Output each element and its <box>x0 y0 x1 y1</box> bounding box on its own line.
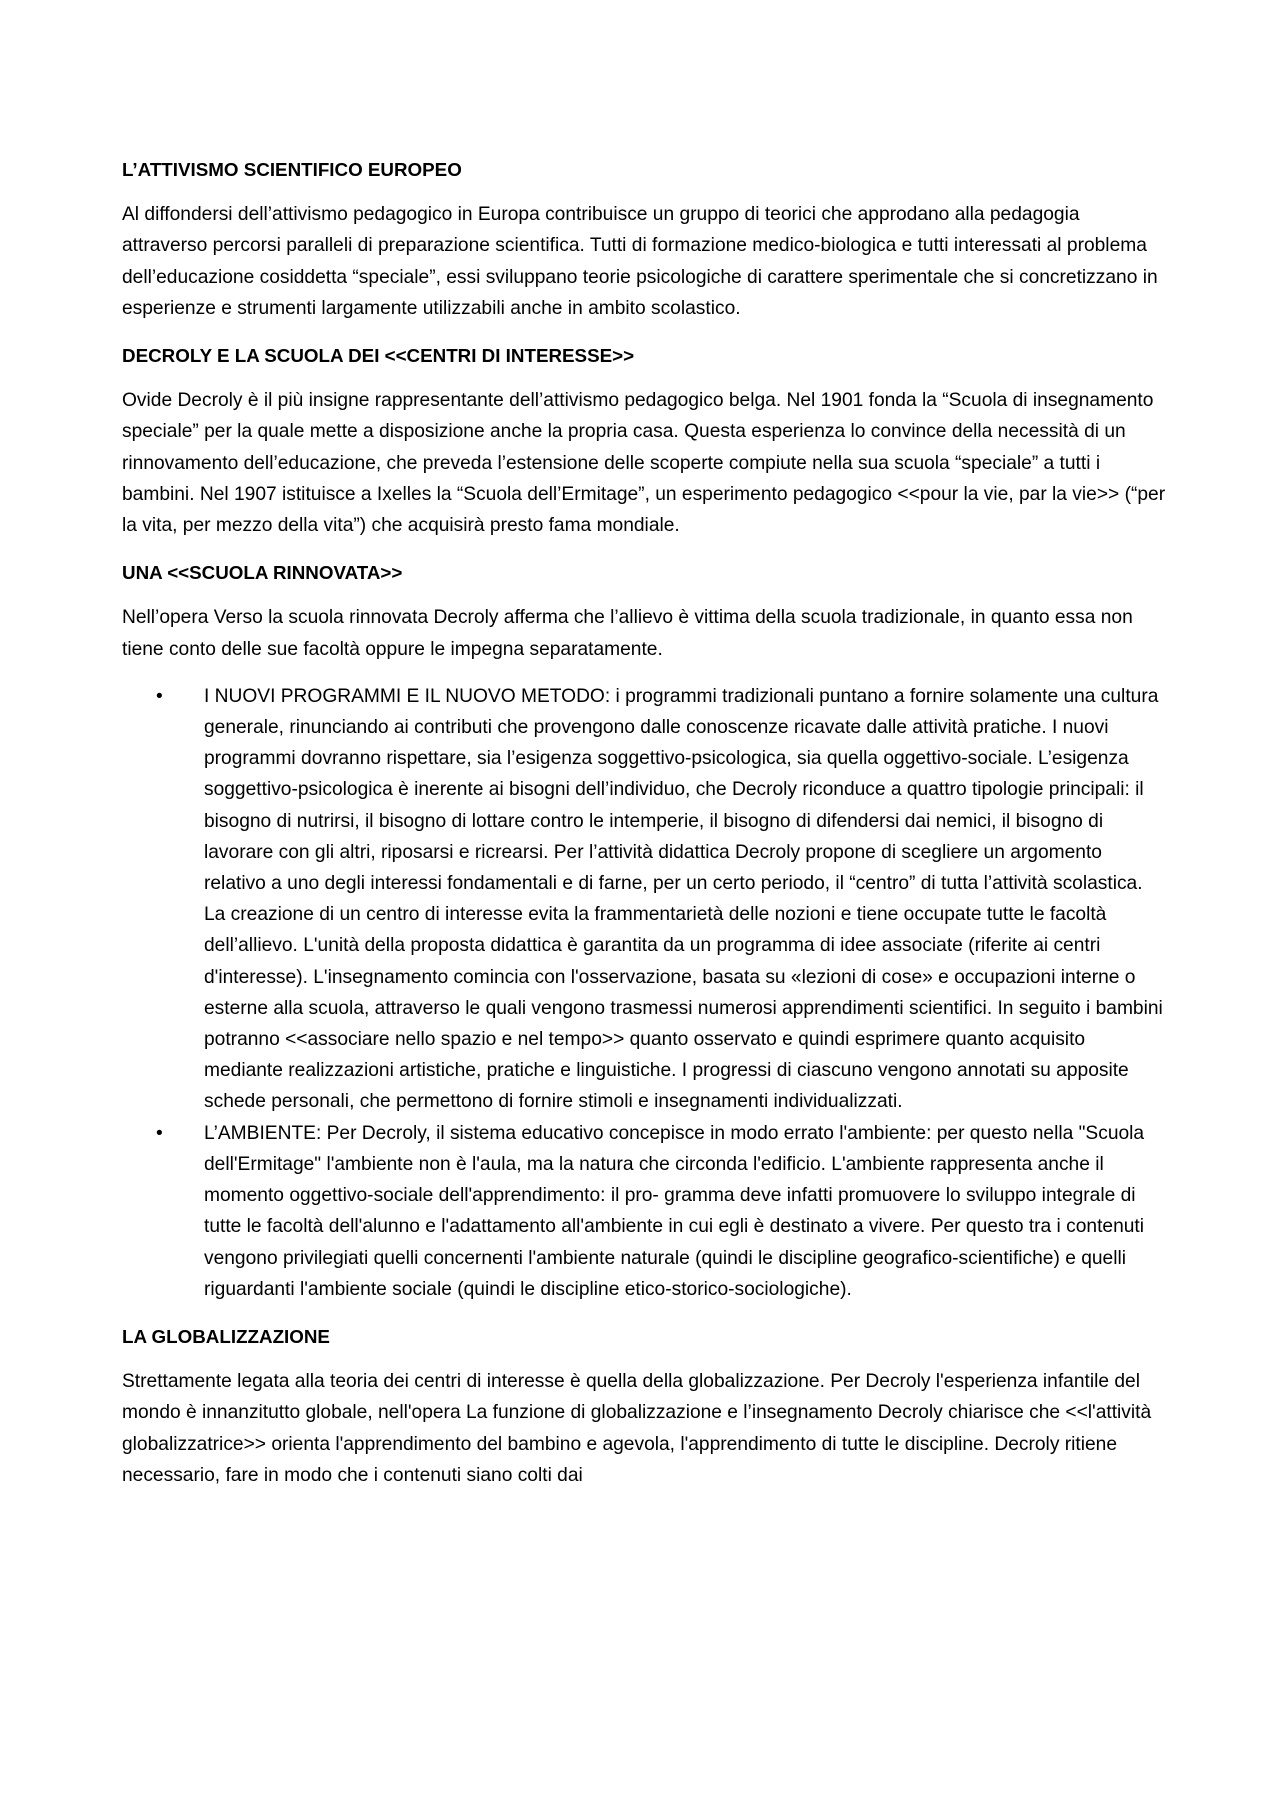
section-heading-scuola-rinnovata: UNA <<SCUOLA RINNOVATA>> <box>122 562 403 584</box>
section-heading-attivismo: L’ATTIVISMO SCIENTIFICO EUROPEO <box>122 159 462 180</box>
paragraph-decroly: Ovide Decroly è il più insigne rappresentante dell’attivismo pedagogico belga. Nel 1901 fonda la “Scuola di insegnamento speciale” per la quale mette a disposizione anche la propria casa. Questa esperienza lo convince della necessità di un rinnovamento dell’educazione, che preveda l’estensione delle scoperte compiute nella sua scuola “speciale” a tutti i bambini. Nel 1907 istituisce a Ixelles la “Scuola dell’Ermitage”, un esperimento pedagogico <<pour la vie, par la vie>> (“per la vita, per mezzo della vita”) che acquisirà presto fama mondiale. <box>122 390 1166 537</box>
section-heading-globalizzazione: LA GLOBALIZZAZIONE <box>122 1325 330 1347</box>
section-heading-decroly: DECROLY E LA SCUOLA DEI <<CENTRI DI INTERESSE>> <box>122 345 635 367</box>
paragraph-scuola-rinnovata: Nell’opera Verso la scuola rinnovata Decroly afferma che l’allievo è vittima della scuola tradizionale, in quanto essa non tiene conto delle sue facoltà oppure le impegna separatamente. <box>122 607 1133 660</box>
list-item-ambiente <box>156 1118 1167 1305</box>
bullet-icon: • <box>156 685 163 707</box>
list-item-text: L’AMBIENTE: Per Decroly, il sistema educativo concepisce in modo errato l'ambiente: per questo nella "Scuola dell'Ermitage" l'ambiente non è l'aula, ma la natura che circonda l'edificio. L'ambiente rappresenta anche il momento oggettivo-sociale dell'apprendimento: il pro- gramma deve infatti promuovere lo sviluppo integrale di tutte le facoltà dell'alunno e l'adattamento all'ambiente in cui egli è destinato a vivere. Per questo tra i contenuti vengono privilegiati quelli concernenti l'ambiente naturale (quindi le discipline geografico-scientifiche) e quelli riguardanti l'ambiente sociale (quindi le discipline etico-storico-sociologiche). <box>204 1122 1145 1300</box>
bullet-icon: • <box>156 1122 163 1144</box>
paragraph-globalizzazione: Strettamente legata alla teoria dei centri di interesse è quella della globalizzazione. Per Decroly l'esperienza infantile del mondo è innanzitutto globale, nell'opera La funzione di globalizzazione e l’insegnamento Decroly chiarisce che <<l'attività globalizzatrice>> orienta l'apprendimento del bambino e agevola, l'apprendimento di tutte le discipline. Decroly ritiene necessario, fare in modo che i contenuti siano colti dai <box>122 1371 1152 1486</box>
bullet-list <box>122 681 1167 1305</box>
paragraph-attivismo: Al diffondersi dell’attivismo pedagogico in Europa contribuisce un gruppo di teorici che approdano alla pedagogia attraverso percorsi paralleli di preparazione scientifica. Tutti di formazione medico-biologica e tutti interessati al problema dell’educazione cosiddetta “speciale”, essi sviluppano teorie psicologiche di carattere sperimentale che si concretizzano in esperienze e strumenti largamente utilizzabili anche in ambito scolastico. <box>122 204 1158 319</box>
document-page <box>122 154 1167 1507</box>
list-item-nuovi-programmi <box>156 681 1167 1118</box>
list-item-text: I NUOVI PROGRAMMI E IL NUOVO METODO: i programmi tradizionali puntano a fornire solamente una cultura generale, rinunciando ai contributi che provengono dalle conoscenze ricavate dalle attività pratiche. I nuovi programmi dovranno rispettare, sia l’esigenza soggettivo-psicologica, sia quella oggettivo-sociale. L’esigenza soggettivo-psicologica è inerente ai bisogni dell’individuo, che Decroly riconduce a quattro tipologie principali: il bisogno di nutrirsi, il bisogno di lottare contro le intemperie, il bisogno di difendersi dai nemici, il bisogno di lavorare con gli altri, riposarsi e ricrearsi. Per l’attività didattica Decroly propone di scegliere un argomento relativo a uno degli interessi fondamentali e di farne, per un certo periodo, il “centro” di tutta l’attività scolastica. La creazione di un centro di interesse evita la frammentarietà delle nozioni e tiene occupate tutte le facoltà dell’allievo. L'unità della proposta didattica è garantita da un programma di idee associate (riferite ai centri d'interesse). L'insegnamento comincia con l'osservazione, basata su «lezioni di cose» e occupazioni interne o esterne alla scuola, attraverso le quali vengono trasmessi numerosi apprendimenti scientifici. In seguito i bambini potranno <<associare nello spazio e nel tempo>> quanto osservato e quindi esprimere quanto acquisito mediante realizzazioni artistiche, pratiche e linguistiche. I progressi di ciascuno vengono annotati su apposite schede personali, che permettono di fornire stimoli e insegnamenti individualizzati. <box>204 685 1163 1113</box>
